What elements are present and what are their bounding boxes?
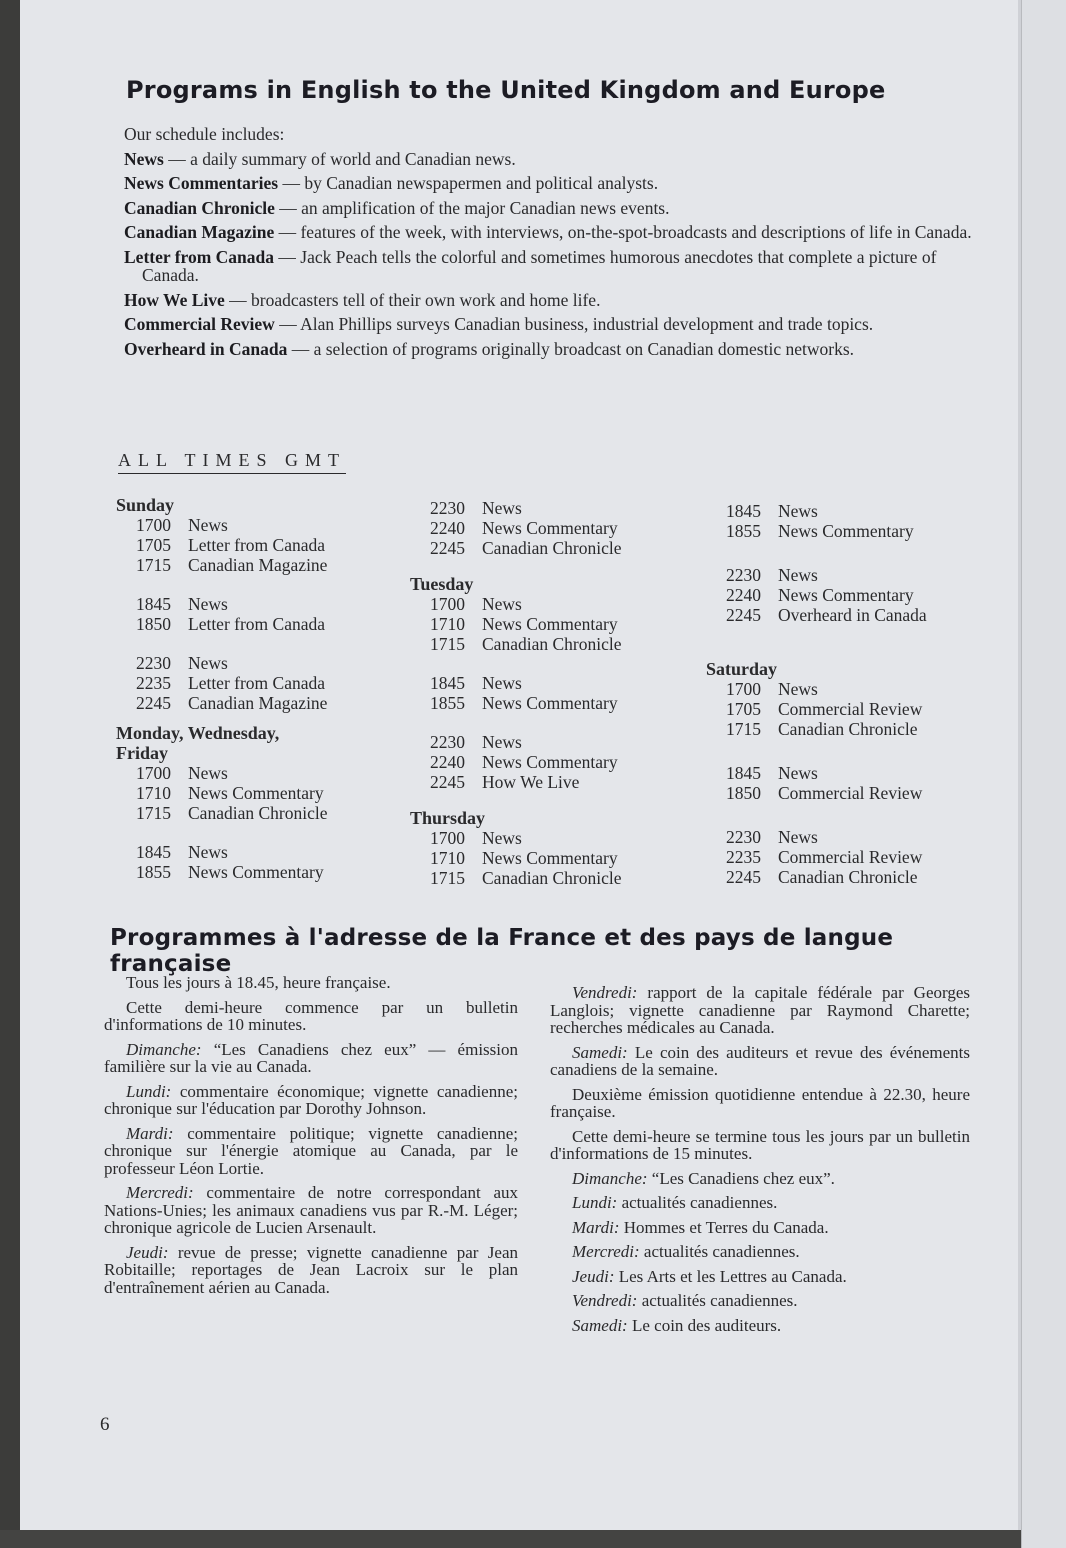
schedule-slot: 1715 Canadian Magazine xyxy=(136,555,328,575)
french-day-entry: Vendredi: rapport de la capitale fédérale par Georges Langlois; vignette canadienne par Raymond Charette; recherches médicales au Canada. xyxy=(550,983,971,1037)
day-heading-monday-wednesday: Monday, Wednesday, xyxy=(116,723,280,743)
schedule-slot: 2240 News Commentary xyxy=(430,518,618,538)
schedule-slot: 1700 News xyxy=(430,594,522,614)
background-surface xyxy=(0,1530,1021,1548)
next-page-edge xyxy=(1021,0,1066,1548)
french-day-entry: Jeudi: Les Arts et les Lettres au Canada. xyxy=(572,1266,847,1286)
schedule-column-3 xyxy=(706,501,996,887)
schedule-slot: 1700 News xyxy=(430,828,522,848)
program-entry-news: News — a daily summary of world and Canadian news. xyxy=(124,148,516,169)
day-heading-saturday: Saturday xyxy=(706,659,778,679)
french-day-entry: Lundi: actualités canadiennes. xyxy=(572,1193,778,1212)
schedule-slot: 2230 News xyxy=(430,732,522,752)
schedule-slot: 1855 News Commentary xyxy=(726,521,914,541)
french-day-entry: Dimanche: “Les Canadiens chez eux” — émission familière sur la vie au Canada. xyxy=(104,1039,519,1076)
french-day-entry: Jeudi: revue de presse; vignette canadienne par Jean Robitaille; reportages de Jean Lacroix sur le plan d'entraînement aérien au Canada. xyxy=(104,1242,518,1297)
schedule-slot: 1715 Canadian Chronicle xyxy=(430,868,622,888)
schedule-slot: 2245 Canadian Chronicle xyxy=(430,538,622,558)
schedule-slot: 1710 News Commentary xyxy=(430,848,618,868)
schedule-slot: 1855 News Commentary xyxy=(430,693,618,713)
day-heading-thursday: Thursday xyxy=(410,808,486,828)
schedule-slot: 2235 Commercial Review xyxy=(726,847,923,867)
french-day-entry: Samedi: Le coin des auditeurs et revue des événements canadiens de la semaine. xyxy=(550,1042,970,1079)
english-programs-title: Programs in English to the United Kingdom and Europe xyxy=(126,76,886,104)
french-paragraph: Cette demi-heure se termine tous les jours par un bulletin d'informations de 15 minutes. xyxy=(550,1126,970,1163)
french-day-entry: Samedi: Le coin des auditeurs. xyxy=(572,1315,782,1335)
schedule-slot: 2230 News xyxy=(136,653,228,673)
french-day-entry: Mercredi: actualités canadiennes. xyxy=(572,1242,800,1261)
program-entry-canadian-magazine: Canadian Magazine — features of the week, with interviews, on-the-spot-broadcasts and descriptions of life in Canada. xyxy=(124,222,972,242)
french-day-entry: Mercredi: commentaire de notre correspondant aux Nations-Unies; les animaux canadiens vus par R.-M. Léger; chronique agricole de Lucien Arsenault. xyxy=(104,1183,519,1237)
schedule-slot: 2240 News Commentary xyxy=(726,585,914,605)
schedule-slot: 1850 Commercial Review xyxy=(726,783,923,803)
program-entry-news-commentaries: News Commentaries — by Canadian newspapermen and political analysts. xyxy=(124,173,659,193)
schedule-intro: Our schedule includes: xyxy=(124,124,285,144)
french-paragraph: Tous les jours à 18.45, heure française. xyxy=(126,973,391,992)
schedule-column-2 xyxy=(410,498,690,888)
program-descriptions xyxy=(124,125,984,364)
french-programs-title: Programmes à l'adresse de la France et des pays de langue française xyxy=(110,925,894,977)
program-entry-letter-from-canada: Letter from Canada — Jack Peach tells the colorful and sometimes humorous anecdotes that complete a picture of Canada. xyxy=(124,246,937,285)
schedule-slot: 1855 News Commentary xyxy=(136,862,324,882)
french-paragraph: Deuxième émission quotidienne entendue à 22.30, heure française. xyxy=(550,1084,970,1121)
day-heading-friday: Friday xyxy=(116,743,168,763)
schedule-slot: 2245 Canadian Chronicle xyxy=(726,867,918,887)
schedule-slot: 2230 News xyxy=(726,827,818,847)
french-paragraph: Cette demi-heure commence par un bulletin d'informations de 10 minutes. xyxy=(104,997,518,1034)
schedule-slot: 1700 News xyxy=(726,679,818,699)
schedule-slot: 2245 Overheard in Canada xyxy=(726,605,927,625)
schedule-slot: 1715 Canadian Chronicle xyxy=(726,719,918,739)
schedule-slot: 1845 News xyxy=(136,842,228,862)
schedule-slot: 1710 News Commentary xyxy=(136,783,324,803)
french-day-entry: Mardi: commentaire politique; vignette canadienne; chronique sur l'énergie atomique au Canada, par le professeur Léon Lortie. xyxy=(104,1123,518,1178)
schedule-slot: 1705 Letter from Canada xyxy=(136,535,326,555)
schedule-slot: 2230 News xyxy=(430,498,522,518)
schedule-column-1 xyxy=(116,495,396,882)
schedule-slot: 2245 Canadian Magazine xyxy=(136,693,328,713)
schedule-slot: 1850 Letter from Canada xyxy=(136,614,326,634)
page-number: 6 xyxy=(100,1414,110,1435)
schedule-slot: 2230 News xyxy=(726,565,818,585)
schedule-slot: 1705 Commercial Review xyxy=(726,699,923,719)
day-heading-tuesday: Tuesday xyxy=(410,574,474,594)
schedule-slot: 2240 News Commentary xyxy=(430,752,618,772)
schedule-slot: 1700 News xyxy=(136,515,228,535)
schedule-slot: 1710 News Commentary xyxy=(430,614,618,634)
schedule-slot: 2245 How We Live xyxy=(430,772,580,792)
program-entry-commercial-review: Commercial Review — Alan Phillips surveys Canadian business, industrial development and trade topics. xyxy=(124,314,874,334)
program-entry-how-we-live: How We Live — broadcasters tell of their own work and home life. xyxy=(124,289,601,310)
french-column-left xyxy=(104,974,518,1303)
schedule-slot: 1845 News xyxy=(430,673,522,693)
program-entry-canadian-chronicle: Canadian Chronicle — an amplification of the major Canadian news events. xyxy=(124,197,670,218)
day-heading-sunday: Sunday xyxy=(116,495,175,515)
schedule-slot: 1700 News xyxy=(136,763,228,783)
french-column-right xyxy=(550,984,970,1341)
times-gmt-label: ALL TIMES GMT xyxy=(118,450,346,474)
program-entry-overheard-in-canada: Overheard in Canada — a selection of programs originally broadcast on Canadian domestic networks. xyxy=(124,338,855,359)
french-day-entry: Vendredi: actualités canadiennes. xyxy=(572,1291,798,1310)
schedule-slot: 1715 Canadian Chronicle xyxy=(136,803,328,823)
schedule-slot: 1715 Canadian Chronicle xyxy=(430,634,622,654)
schedule-slot: 1845 News xyxy=(136,594,228,614)
schedule-slot: 1845 News xyxy=(726,763,818,783)
french-day-entry: Lundi: commentaire économique; vignette canadienne; chronique sur l'éducation par Dorothy Johnson. xyxy=(104,1081,518,1118)
schedule-slot: 1845 News xyxy=(726,501,818,521)
french-day-entry: Dimanche: “Les Canadiens chez eux”. xyxy=(572,1168,835,1188)
page-sheet xyxy=(20,0,1021,1530)
french-day-entry: Mardi: Hommes et Terres du Canada. xyxy=(572,1217,829,1237)
schedule-slot: 2235 Letter from Canada xyxy=(136,673,326,693)
